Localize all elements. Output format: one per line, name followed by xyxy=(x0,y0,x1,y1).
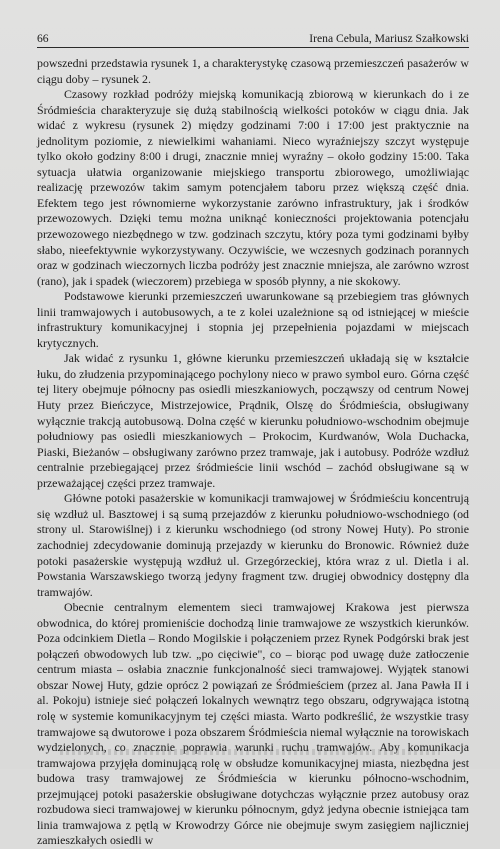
paragraph: Główne potoki pasażerskie w komunikacji tramwajowej w Śródmieściu koncentrują się wzdłuż ul. Basztowej i są sumą przejazdów z kierunku południowo-wschodniego (od strony ul. Starowiślnej) i z kierunku wschodniego (od strony Nowej Huty). Po stronie zachodniej zdecydowanie dominują przejazdy w kierunku do Bronowic. Również duże potoki pasażerskie występują wzdłuż ul. Grzegórzeckiej, która wraz z ul. Dietla i al. Powstania Warszawskiego tworzą jedyny fragment tzw. drugiej obwodnicy dostępny dla tramwajów. xyxy=(37,491,469,599)
header-rule xyxy=(37,47,469,48)
paragraph: Obecnie centralnym elementem sieci tramwajowej Krakowa jest pierwsza obwodnica, do której promieniście dochodzą linie tramwajowe ze wszystkich kierunków. Poza odcinkiem Dietla – Rondo Mogilskie i połączeniem przez Rynek Podgórski brak jest połączeń obwodowych lub tzw. „po cięciwie", co – biorąc pod uwagę duże zatłoczenie centrum miasta – osłabia znacznie funkcjonalność sieci tramwajowej. Wyjątek stanowi obszar Nowej Huty, gdzie oprócz 2 powiązań ze Śródmieściem (przez al. Jana Pawła II i al. Pokoju) istnieje sieć połączeń lokalnych wewnątrz tego obszaru, odgrywająca istotną rolę w systemie komunikacyjnym tej części miasta. Warto podkreślić, że wszystkie trasy tramwajowe są dwutorowe i poza obszarem Śródmieścia niemal wyłącznie na torowiskach wydzielonych, co znacznie poprawia warunki ruchu tramwajów. Aby komunikacja tramwajowa przyjęła dominującą rolę w obsłudze komunikacyjnej miasta, niezbędna jest budowa trasy tramwajowej ze Śródmieścia w kierunku północno-wschodnim, przejmującej potoki pasażerskie obsługiwane dotychczas wyłącznie przez autobusy oraz rozbudowa sieci tramwajowej w kierunku północnym, gdyż jedyna obecnie istniejąca tam linia tramwajowa z pętlą w Krowodrzy Górce nie obejmuje swym zasięgiem najliczniej zamieszkałych osiedli w xyxy=(37,600,469,848)
body-text xyxy=(37,56,469,849)
paragraph: Jak widać z rysunku 1, główne kierunku przemieszczeń układają się w kształcie łuku, do złudzenia przypominającego pochylony nieco w prawo symbol euro. Górna część tej litery obejmuje północny pas osiedli mieszkaniowych, począwszy od centrum Nowej Huty przez Bieńczyce, Mistrzejowice, Prądnik, Olszę do Śródmieścia, obsługiwany wyłącznie trakcją autobusową. Dolna część w kierunku południowo-wschodnim obejmuje południowy pas osiedli mieszkaniowych – Prokocim, Kurdwanów, Wola Duchacka, Piaski, Bieżanów – obsługiwany zarówno przez tramwaje, jak i autobusy. Podróże wzdłuż centralnie przebiegającej przez śródmieście linii wschód – zachód obsługiwane są w przeważającej części przez tramwaje. xyxy=(37,351,469,490)
paragraph: Podstawowe kierunki przemieszczeń uwarunkowane są przebiegiem tras głównych linii tramwajowych i autobusowych, a te z kolei uzależnione są od istniejącej w mieście infrastruktury komunikacyjnej i stopnia jej przepełnienia pojazdami w miejscach krytycznych. xyxy=(37,289,469,350)
page-number: 66 xyxy=(37,32,49,45)
page-header xyxy=(37,30,469,48)
paragraph: Czasowy rozkład podróży miejską komunikacją zbiorową w kierunkach do i ze Śródmieścia charakteryzuje się dużą stabilnością wielkości potoków w ciągu dnia. Jak widać z wykresu (rysunek 2) między godzinami 7:00 i 17:00 jest praktycznie na jednolitym poziomie, z niewielkimi wahaniami. Nieco wyraźniejszy szczyt występuje tylko około godziny 8:00 i drugi, znacznie mniej wyraźny – około godziny 15:00. Taka sytuacja ułatwia organizowanie miejskiego transportu zbiorowego, umożliwiając realizację przewozów takim samym potencjałem taboru przez większą część dnia. Efektem tego jest równomierne wykorzystanie zarówno infrastruktury, jak i środków przewozowych. Dzięki temu można uniknąć konieczności projektowania potencjału przewozowego niezbędnego w tzw. godzinach szczytu, który poza tymi godzinami byłby słabo, nieefektywnie wykorzystywany. Oczywiście, we wczesnych godzinach porannych oraz w godzinach wieczornych liczba podróży jest znacznie mniejsza, ale zarówno wzrost (rano), jak i spadek (wieczorem) przebiega w sposób płynny, a nie skokowy. xyxy=(37,87,469,288)
running-head-authors: Irena Cebula, Mariusz Szałkowski xyxy=(309,32,469,45)
bleed-through-text xyxy=(60,749,440,755)
paragraph-continuation: powszedni przedstawia rysunek 1, a charakterystykę czasową przemieszczeń pasażerów w ciągu doby – rysunek 2. xyxy=(37,56,469,86)
